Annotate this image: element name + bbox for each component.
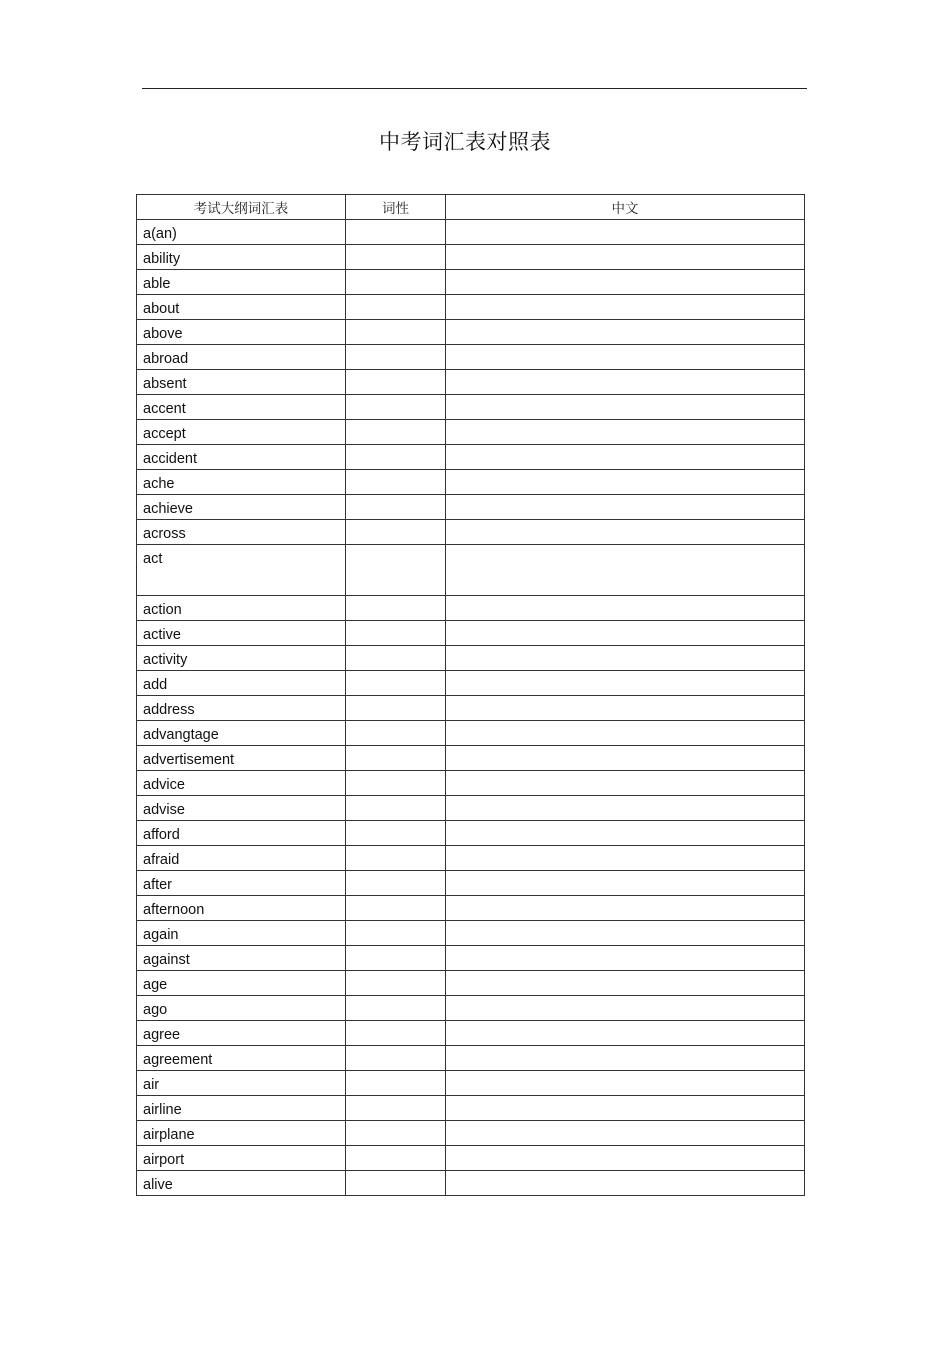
table-header-row [137,195,805,220]
table-row [137,395,805,420]
cell-word: advise [137,796,346,821]
cell-word: activity [137,646,346,671]
cell-word: active [137,621,346,646]
cell-chinese [446,470,805,495]
cell-part-of-speech [346,846,446,871]
cell-word: airline [137,1096,346,1121]
column-header-word: 考试大纲词汇表 [137,195,346,220]
cell-word: again [137,921,346,946]
cell-part-of-speech [346,1046,446,1071]
table-row [137,1096,805,1121]
cell-chinese [446,395,805,420]
cell-chinese [446,871,805,896]
cell-chinese [446,370,805,395]
cell-chinese [446,646,805,671]
cell-chinese [446,771,805,796]
table-row [137,245,805,270]
cell-part-of-speech [346,721,446,746]
table-row [137,295,805,320]
cell-chinese [446,545,805,596]
cell-word: agreement [137,1046,346,1071]
cell-chinese [446,971,805,996]
cell-part-of-speech [346,245,446,270]
cell-word: address [137,696,346,721]
table-row [137,1171,805,1196]
table-row [137,596,805,621]
cell-chinese [446,1171,805,1196]
cell-part-of-speech [346,796,446,821]
table-row [137,796,805,821]
cell-word: action [137,596,346,621]
table-row [137,896,805,921]
cell-word: about [137,295,346,320]
cell-word: afraid [137,846,346,871]
page-title: 中考词汇表对照表 [379,130,551,154]
cell-chinese [446,1121,805,1146]
cell-word: accident [137,445,346,470]
cell-chinese [446,796,805,821]
cell-chinese [446,696,805,721]
table-row [137,696,805,721]
cell-chinese [446,1071,805,1096]
cell-part-of-speech [346,946,446,971]
table-row [137,270,805,295]
column-header-part-of-speech: 词性 [346,195,446,220]
cell-word: advice [137,771,346,796]
cell-word: accept [137,420,346,445]
cell-chinese [446,245,805,270]
cell-part-of-speech [346,320,446,345]
vocabulary-table [136,194,805,1196]
table-row [137,871,805,896]
cell-word: airport [137,1146,346,1171]
cell-part-of-speech [346,395,446,420]
cell-part-of-speech [346,821,446,846]
cell-chinese [446,495,805,520]
cell-part-of-speech [346,696,446,721]
cell-part-of-speech [346,896,446,921]
cell-word: after [137,871,346,896]
cell-part-of-speech [346,771,446,796]
table-row [137,721,805,746]
table-row [137,621,805,646]
cell-chinese [446,671,805,696]
cell-part-of-speech [346,621,446,646]
cell-word: absent [137,370,346,395]
cell-chinese [446,220,805,245]
cell-chinese [446,345,805,370]
cell-word: add [137,671,346,696]
table-row [137,320,805,345]
cell-part-of-speech [346,1021,446,1046]
cell-part-of-speech [346,345,446,370]
cell-word: airplane [137,1121,346,1146]
table-row [137,946,805,971]
cell-word: ago [137,996,346,1021]
cell-part-of-speech [346,1071,446,1096]
cell-word: afford [137,821,346,846]
cell-word: accent [137,395,346,420]
cell-part-of-speech [346,370,446,395]
table-row [137,520,805,545]
cell-part-of-speech [346,996,446,1021]
table-row [137,1021,805,1046]
cell-chinese [446,846,805,871]
table-row [137,470,805,495]
cell-chinese [446,1146,805,1171]
cell-chinese [446,596,805,621]
cell-part-of-speech [346,1146,446,1171]
table-row [137,746,805,771]
table-row [137,1046,805,1071]
cell-part-of-speech [346,295,446,320]
table-row [137,971,805,996]
cell-chinese [446,996,805,1021]
table-row [137,345,805,370]
cell-chinese [446,721,805,746]
cell-word: ability [137,245,346,270]
cell-word: across [137,520,346,545]
cell-part-of-speech [346,545,446,596]
cell-chinese [446,270,805,295]
cell-word: achieve [137,495,346,520]
table-row [137,1121,805,1146]
table-body [137,220,805,1196]
cell-part-of-speech [346,495,446,520]
table-row [137,996,805,1021]
cell-chinese [446,896,805,921]
table-row [137,545,805,596]
cell-word: a(an) [137,220,346,245]
table-row [137,921,805,946]
column-header-chinese: 中文 [446,195,805,220]
cell-part-of-speech [346,220,446,245]
cell-word: able [137,270,346,295]
cell-chinese [446,320,805,345]
cell-part-of-speech [346,1121,446,1146]
table-row [137,671,805,696]
table-row [137,846,805,871]
table-row [137,1071,805,1096]
cell-word: alive [137,1171,346,1196]
table-row [137,220,805,245]
cell-part-of-speech [346,871,446,896]
cell-word: afternoon [137,896,346,921]
cell-part-of-speech [346,971,446,996]
cell-word: above [137,320,346,345]
table-row [137,420,805,445]
cell-chinese [446,1096,805,1121]
cell-chinese [446,1046,805,1071]
table-row [137,771,805,796]
cell-chinese [446,295,805,320]
table-row [137,646,805,671]
cell-word: agree [137,1021,346,1046]
cell-chinese [446,746,805,771]
cell-part-of-speech [346,646,446,671]
cell-part-of-speech [346,1171,446,1196]
cell-chinese [446,946,805,971]
cell-chinese [446,420,805,445]
cell-word: advertisement [137,746,346,771]
cell-word: act [137,545,346,596]
cell-word: age [137,971,346,996]
cell-chinese [446,621,805,646]
table-row [137,821,805,846]
header-rule [142,88,807,89]
cell-part-of-speech [346,420,446,445]
cell-chinese [446,520,805,545]
cell-word: against [137,946,346,971]
table-row [137,370,805,395]
cell-part-of-speech [346,921,446,946]
cell-word: ache [137,470,346,495]
cell-part-of-speech [346,445,446,470]
cell-part-of-speech [346,520,446,545]
cell-chinese [446,821,805,846]
cell-part-of-speech [346,746,446,771]
table-row [137,445,805,470]
cell-word: advangtage [137,721,346,746]
cell-part-of-speech [346,470,446,495]
table-row [137,1146,805,1171]
cell-part-of-speech [346,671,446,696]
table-row [137,495,805,520]
cell-chinese [446,921,805,946]
cell-word: abroad [137,345,346,370]
cell-chinese [446,445,805,470]
cell-word: air [137,1071,346,1096]
cell-part-of-speech [346,596,446,621]
cell-chinese [446,1021,805,1046]
cell-part-of-speech [346,1096,446,1121]
cell-part-of-speech [346,270,446,295]
